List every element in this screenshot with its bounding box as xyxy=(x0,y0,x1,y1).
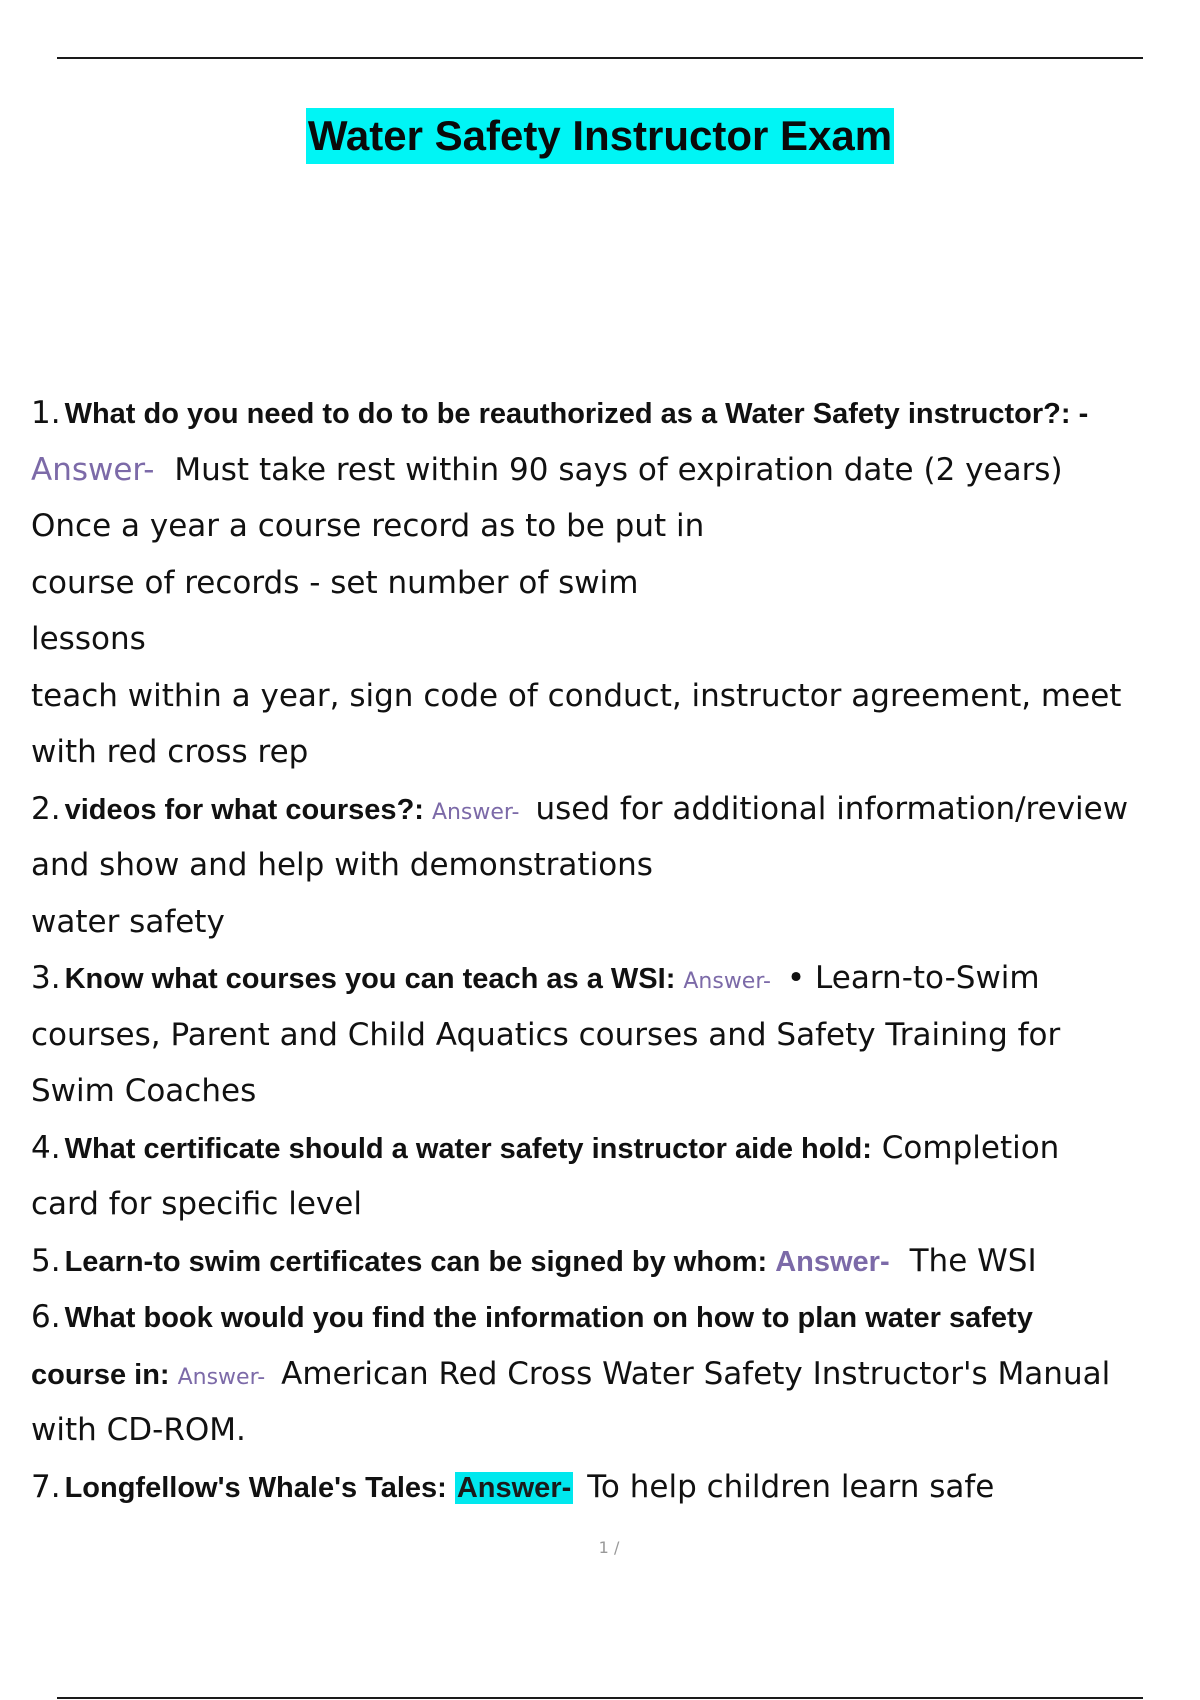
answer-line: teach within a year, sign code of conduct, instructor agreement, meet xyxy=(31,677,1122,714)
answer-line: courses, Parent and Child Aquatics courses and Safety Training for xyxy=(31,1016,1061,1053)
answer-line: and show and help with demonstrations xyxy=(31,847,653,883)
page-number: 1 / xyxy=(598,1538,620,1557)
question-text: What certificate should a water safety instructor aide hold: xyxy=(64,1132,872,1165)
bottom-rule xyxy=(57,1697,1143,1699)
answer-line: lessons xyxy=(31,621,146,657)
answer-line: Once a year a course record as to be put in xyxy=(31,508,705,544)
item-number: 3. xyxy=(31,960,61,996)
question-text: What book would you find the information on how to plan water safety xyxy=(64,1302,1033,1334)
item-number: 7. xyxy=(31,1468,61,1505)
answer-line: card for specific level xyxy=(31,1186,362,1222)
item-number: 4. xyxy=(31,1129,61,1166)
answer-label: Answer- xyxy=(31,451,155,488)
answer-text: To help children learn safe xyxy=(587,1468,995,1505)
answer-text: The WSI xyxy=(909,1242,1037,1279)
question-4 xyxy=(31,1120,1200,1177)
answer-label-highlighted: Answer- xyxy=(456,1471,572,1504)
question-text: Know what courses you can teach as a WSI: xyxy=(64,963,676,995)
item-number: 6. xyxy=(31,1299,61,1335)
document-title: Water Safety Instructor Exam xyxy=(306,108,894,164)
question-text: Learn-to swim certificates can be signed by whom: xyxy=(64,1245,768,1278)
question-1 xyxy=(31,385,1200,442)
question-text: What do you need to do to be reauthorized as a Water Safety instructor?: - xyxy=(64,398,1089,430)
answer-label: Answer- xyxy=(177,1364,266,1390)
question-text: Longfellow's Whale's Tales: xyxy=(64,1471,447,1504)
answer-text: used for additional information/review xyxy=(535,790,1129,827)
top-rule xyxy=(57,57,1143,59)
answer-text: Must take rest within 90 says of expiration date (2 years) xyxy=(174,451,1063,488)
answer-text: American Red Cross Water Safety Instructor's Manual xyxy=(281,1355,1111,1392)
question-6 xyxy=(31,1289,1200,1346)
answer-text: • Learn-to-Swim xyxy=(786,960,1040,996)
answer-label: Answer- xyxy=(683,969,771,994)
question-7 xyxy=(31,1459,1200,1516)
answer-line: Swim Coaches xyxy=(31,1073,257,1109)
answer-1 xyxy=(31,442,1200,499)
answer-label: Answer- xyxy=(431,799,520,825)
answer-line: water safety xyxy=(31,903,225,940)
question-6-continued xyxy=(31,1346,1200,1403)
answer-text: Completion xyxy=(881,1129,1060,1166)
qa-list xyxy=(31,385,1200,1515)
answer-line: with CD-ROM. xyxy=(31,1412,246,1448)
answer-label: Answer- xyxy=(775,1245,890,1278)
question-text: course in: xyxy=(31,1358,170,1391)
title-container xyxy=(0,108,1200,164)
answer-line: course of records - set number of swim xyxy=(31,564,639,601)
question-5 xyxy=(31,1233,1200,1290)
item-number: 1. xyxy=(31,395,61,431)
question-3 xyxy=(31,950,1200,1007)
question-text: videos for what courses?: xyxy=(64,793,424,826)
answer-line: with red cross rep xyxy=(31,734,309,770)
question-2 xyxy=(31,781,1200,838)
item-number: 2. xyxy=(31,790,61,827)
item-number: 5. xyxy=(31,1242,61,1279)
